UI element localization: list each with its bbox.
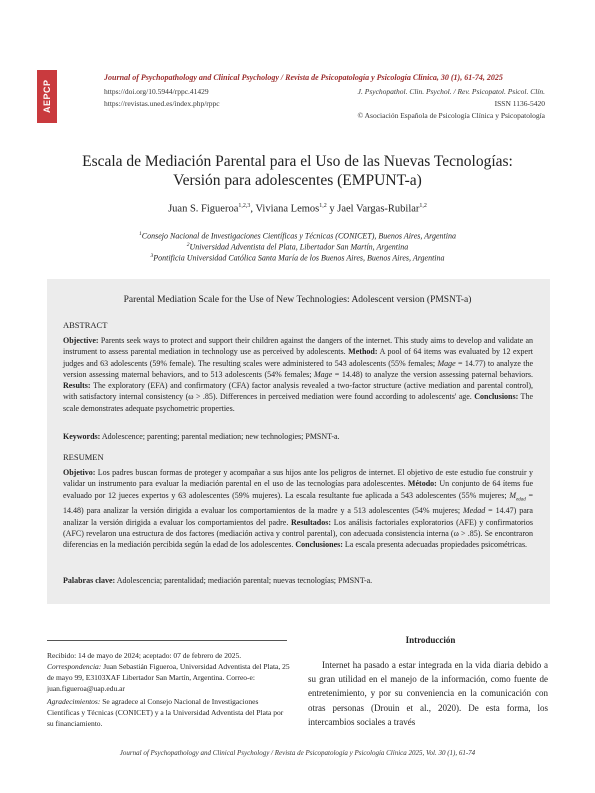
footnote-rule — [47, 640, 287, 641]
metodo-label: Método: — [407, 479, 437, 489]
conclusions-text: The scale demonstrates adequate psychometric properties. — [63, 392, 533, 413]
medad-2: Medad — [463, 506, 486, 516]
received-note: Recibido: 14 de mayo de 2024; aceptado: 07 de febrero de 2025. — [47, 651, 242, 660]
metodo-text-2: = 14.48) para analizar la versión dirigida a evaluar los comportamientos de la madre y a 513 adolescentes (54% mujeres; — [63, 490, 533, 516]
english-title: Parental Mediation Scale for the Use of New Technologies: Adolescent version (PMSNT-a) — [123, 295, 472, 305]
author-1-sup: 1,2,3 — [238, 203, 251, 209]
resumen-text — [63, 467, 533, 551]
method-text-3: = 14.48) to analyze the version assessing paternal behaviors. — [332, 369, 533, 379]
affiliation-3-text: Pontificia Universidad Católica Santa María de los Buenos Aires, Buenos Aires, Argentina — [153, 253, 445, 263]
author-3: y Jael Vargas-Rubilar — [329, 203, 420, 215]
medad-1-sub: edad — [515, 497, 526, 503]
affiliation-3-sup: 3 — [150, 253, 154, 259]
author-1: Juan S. Figueroa — [168, 203, 239, 215]
affiliation-1 — [0, 231, 595, 241]
issn: ISSN 1136-5420 — [494, 99, 545, 108]
ack-text: Se agradece al Consejo Nacional de Investigaciones Científicas y Técnicas (CONICET) y a la Universidad Adventista del Plata por su financiamiento. — [47, 697, 284, 728]
palabras-label: Palabras clave: — [63, 576, 116, 585]
resultados-text: Los análisis factoriales exploratorios (AFE) y confirmatorios (AFC) revelaron una estructura de dos factores (mediación activa y control parental), con adecuada consistencia interna (ω > .85). Se encontraron diferencias en la mediación percibida según la edad de los adolescentes. — [63, 517, 534, 550]
metodo-text: Un conjunto de 64 ítems fue evaluado por 12 jueces expertos y 63 adolescentes (59% mujeres). La escala resultante fue aplicada a 543 adolescentes (55% mujeres; — [63, 479, 533, 500]
objetivo-text: Los padres buscan formas de proteger y acompañar a sus hijos ante los peligros de internet. El objetivo de este estudio fue construir y validar un instrumento para evaluar la mediación parental en el uso de las tecnologías para adolescentes. — [63, 468, 533, 489]
method-text-2: = 14.77) to analyze the version assessing maternal behaviors, and to 513 adolescents (54% females; — [63, 358, 533, 379]
journal-logo — [37, 70, 57, 123]
affiliation-1-text: Consejo Nacional de Investigaciones Científicas y Técnicas (CONICET), Buenos Aires, Argentina — [141, 231, 456, 241]
title-line-1: Escala de Mediación Parental para el Uso de las Nuevas Tecnologías: — [82, 153, 513, 170]
journal-abbrev: J. Psychopathol. Clin. Psychol. / Rev. Psicopatol. Psicol. Clín. — [357, 87, 545, 96]
correspondence-note — [47, 662, 290, 694]
palabras-clave — [63, 575, 533, 586]
resultados-label: Resultados: — [291, 517, 332, 527]
mage-2: Mage — [314, 369, 333, 379]
affiliation-2 — [0, 242, 595, 252]
page-footer: Journal of Psychopathology and Clinical Psychology / Revista de Psicopatología y Psicología Clínica 2025, Vol. 30 (1), 61-74 — [119, 749, 476, 757]
method-text: A pool of 64 items was evaluated by 12 expert judges and 63 adolescents (59% female). The resulting scales were administered to 543 adolescents (55% females; — [63, 347, 533, 368]
affiliation-2-text: Universidad Adventista del Plata, Libertador San Martín, Argentina — [189, 242, 409, 252]
objective-text: Parents seek ways to protect and support their children against the dangers of the internet. This study aims to develop and validate an instrument to assess parental mediation in technology use as perceived by adolescents. — [63, 336, 533, 357]
logo-text: AEPCP — [42, 79, 52, 114]
author-list: Juan S. Figueroa$^{1,2,3}$, Viviana Lemos$^{1,2}$ y Jael Vargas-Rubilar$^{1,2}$ — [168, 203, 427, 215]
conclusiones-text: La escala presenta adecuadas propiedades psicométricas. — [342, 540, 528, 550]
affiliation-1-sup: 1 — [139, 231, 142, 237]
objetivo-label: Objetivo: — [63, 468, 96, 477]
article-title — [0, 152, 595, 190]
doi-link[interactable]: https://doi.org/10.5944/rppc.41429 — [104, 87, 209, 96]
abstract-text — [63, 335, 533, 414]
journal-citation: Journal of Psychopathology and Clinical Psychology / Revista de Psicopatología y Psicología Clínica, 30 (1), 61-74, 2025 — [104, 73, 503, 82]
keywords-text: Adolescence; parenting; parental mediation; new technologies; PMSNT-a. — [100, 432, 340, 441]
acknowledgments-note — [47, 697, 290, 729]
corr-text: Juan Sebastián Figueroa, Universidad Adventista del Plata, 25 de mayo 99, E3103XAF Libertador San Martín, Argentina. Correo-e: juan.figueroa@uap.edu.ar — [47, 662, 290, 693]
corr-label: Correspondencia: — [47, 662, 102, 671]
intro-heading: Introducción — [405, 635, 456, 645]
results-text: The exploratory (EFA) and confirmatory (CFA) factor analysis revealed a two-factor structure (active mediation and parental control), with satisfactory internal consistency (ω > .85). Differences in perceived mediation were found according to adolescents' age. — [63, 381, 533, 402]
author-2-sup: 1,2 — [319, 203, 327, 209]
conclusiones-label: Conclusiones: — [295, 540, 343, 550]
palabras-text: Adolescencia; parentalidad; mediación parental; nuevas tecnologías; PMSNT-a. — [115, 576, 373, 585]
medad-1: M — [509, 490, 516, 500]
keywords — [63, 431, 533, 442]
resumen-heading: RESUMEN — [63, 452, 104, 462]
mage-1: Mage — [437, 358, 456, 368]
results-label: Results: — [63, 381, 91, 391]
method-label: Method: — [348, 347, 378, 357]
affiliation-3 — [0, 253, 595, 263]
copyright: © Asociación Española de Psicología Clínica y Psicopatología — [357, 111, 545, 120]
ack-label: Agradecimientos: — [47, 697, 101, 706]
author-3-sup: 1,2 — [419, 203, 427, 209]
journal-url[interactable]: https://revistas.uned.es/index.php/rppc — [104, 99, 220, 108]
title-line-2: Versión para adolescentes (EMPUNT-a) — [173, 172, 422, 189]
metodo-text-3: = 14.47) para analizar la versión dirigida a evaluar los comportamientos del padre. — [63, 506, 533, 527]
abstract-heading: ABSTRACT — [63, 320, 108, 330]
conclusions-label: Conclusions: — [474, 392, 519, 402]
intro-paragraph: Internet ha pasado a estar integrada en la vida diaria debido a su gran utilidad en el manejo de la información, como fuente de entretenimiento, y por su conveniencia en la comunicación con otras personas (Drouin et al., 2020). De esta forma, los intercambios sociales a través — [308, 660, 548, 727]
objective-label: Objective: — [63, 336, 99, 345]
affiliation-2-sup: 2 — [186, 242, 190, 248]
author-2: Viviana Lemos — [255, 203, 320, 215]
keywords-label: Keywords: — [63, 432, 101, 441]
